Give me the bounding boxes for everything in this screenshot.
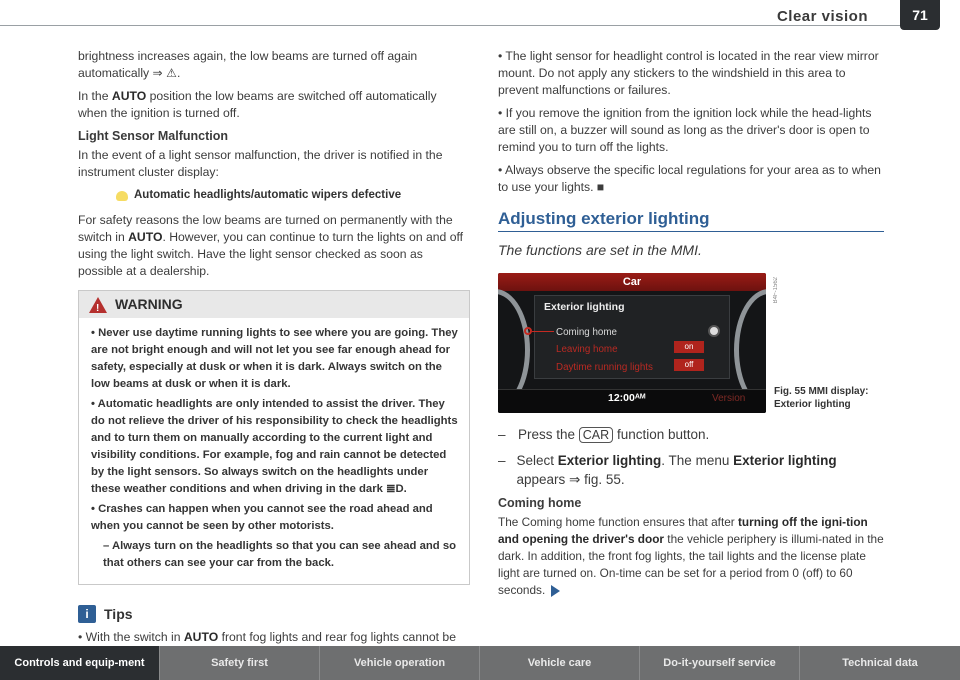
section-title: Clear vision <box>776 8 868 25</box>
mmi-tag-off: off <box>674 359 704 371</box>
paragraph: For safety reasons the low beams are turned on permanently with the switch in AUTO. However, you can continue to turn the lights on and off using the light switch. Have the light sensor checked as soon as possible at a dealership. <box>78 213 464 278</box>
tab-controls[interactable]: Controls and equip-ment <box>0 646 160 680</box>
warning-bullet: • Crashes can happen when you cannot see the road ahead and when you cannot be seen by other motorists. <box>91 503 433 532</box>
warning-body <box>79 318 469 584</box>
tab-technical-data[interactable]: Technical data <box>800 646 960 680</box>
figure-caption: Fig. 55 MMI display: Exterior lighting <box>774 386 869 410</box>
coming-home-text: The Coming home function ensures that after turning off the igni-tion and opening the driver's door the vehicle periphery is illumi-nated in the dark. In addition, the front fog lights, the tail lights and the license plate light are turned on. On-time can be set for a period from 0 (off) to 60 seconds. <box>498 515 884 597</box>
section-intro: The functions are set in the MMI. <box>498 242 702 258</box>
mmi-item-leaving-home: Leaving home <box>556 344 618 355</box>
paragraph: • The light sensor for headlight control is located in the rear view mirror mount. Do not apply any stickers to the windshield in this area to prevent malfunctions or failures. <box>498 49 879 97</box>
mmi-selector-icon <box>524 327 532 335</box>
footer-nav <box>0 646 960 680</box>
tips-text: • With the switch in AUTO front fog lights and rear fog lights cannot be <box>78 630 456 644</box>
step-2: – Select Exterior lighting. The menu Exterior lighting appears ⇒ fig. 55. <box>498 453 837 487</box>
mmi-item-coming-home: Coming home <box>556 327 617 338</box>
header-rule <box>0 25 940 26</box>
mmi-item-daytime-lights: Daytime running lights <box>556 362 653 373</box>
mmi-version: Version <box>712 393 746 404</box>
section-heading: Adjusting exterior lighting <box>498 210 884 232</box>
mmi-display <box>498 273 766 413</box>
tab-vehicle-operation[interactable]: Vehicle operation <box>320 646 480 680</box>
warning-bullet: • Automatic headlights are only intended to assist the driver. They do not relieve the driver of his responsibility to check the headlights and to turn them on manually according to the current light and visibility conditions. For example, fog and rain cannot be detected by the light sensors. So always switch on the headlights under these weather conditions and when driving in the dark ≣D. <box>91 398 458 495</box>
figure-code: B4F-1562 <box>773 277 779 304</box>
car-button-label: CAR <box>579 427 613 443</box>
tab-safety[interactable]: Safety first <box>160 646 320 680</box>
subheading-coming-home: Coming home <box>498 496 582 510</box>
step-1: – Press the CAR function button. <box>498 427 710 442</box>
figure-mmi <box>498 273 884 413</box>
tips-header: i Tips <box>78 605 468 623</box>
paragraph: In the event of a light sensor malfunction, the driver is notified in the instrument cluster display: <box>78 148 443 179</box>
info-icon: i <box>78 605 96 623</box>
cluster-message: Automatic headlights/automatic wipers defective <box>116 187 468 204</box>
left-column <box>78 48 468 669</box>
right-column <box>498 48 884 599</box>
mmi-clock: 12:00ᴬᴹ <box>608 392 646 404</box>
mmi-topbar: Car <box>498 273 766 291</box>
paragraph: In the AUTO position the low beams are switched off automatically when the ignition is turned off. <box>78 89 437 120</box>
warning-header: ! WARNING <box>79 291 469 318</box>
tab-diy-service[interactable]: Do-it-yourself service <box>640 646 800 680</box>
mmi-selector-line <box>532 331 554 332</box>
warning-box <box>78 290 470 585</box>
mmi-title: Exterior lighting <box>544 301 625 313</box>
warning-triangle-icon <box>89 297 107 313</box>
page-number: 71 <box>900 0 940 30</box>
warning-bullet: • Never use daytime running lights to see where you are going. They are not bright enough and will not let you see far enough ahead for safety, especially at dusk or when it is dark. Always switch on the low beams at dusk or when it is dark. <box>91 327 458 390</box>
continue-arrow-icon <box>551 585 560 597</box>
warning-bullet: – Always turn on the headlights so that you can see ahead and so that others can see your car from the back. <box>103 540 457 569</box>
paragraph: • If you remove the ignition from the ignition lock while the head-lights are still on, a buzzer will sound as long as the driver's door is open to remind you to turn off the lights. <box>498 106 872 154</box>
paragraph: • Always observe the specific local regulations for your area as to when to use your lights. ■ <box>498 163 881 194</box>
headlight-lamp-icon <box>116 191 128 201</box>
paragraph: brightness increases again, the low beams are turned off again automatically ⇒ ⚠. <box>78 49 418 80</box>
tab-vehicle-care[interactable]: Vehicle care <box>480 646 640 680</box>
subheading-malfunction: Light Sensor Malfunction <box>78 129 228 143</box>
mmi-knob-icon <box>708 325 720 337</box>
mmi-tag-on: on <box>674 341 704 353</box>
